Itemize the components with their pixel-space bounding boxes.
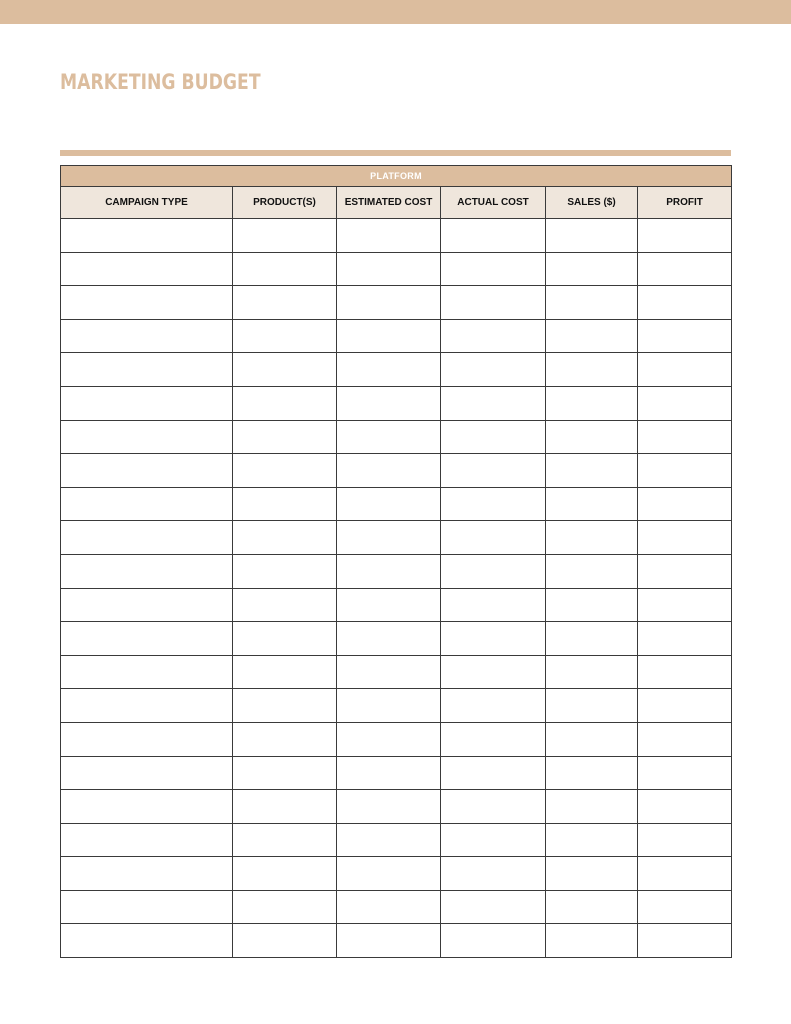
column-header-sales: SALES ($) — [546, 187, 638, 219]
actual-cost-cell[interactable] — [441, 420, 546, 454]
products-cell[interactable] — [233, 857, 337, 891]
campaign-type-cell[interactable] — [61, 689, 233, 723]
actual-cost-cell[interactable] — [441, 286, 546, 320]
estimated-cost-cell[interactable] — [337, 857, 441, 891]
sales-cell[interactable] — [546, 622, 638, 656]
estimated-cost-cell[interactable] — [337, 286, 441, 320]
estimated-cost-cell[interactable] — [337, 219, 441, 253]
estimated-cost-cell[interactable] — [337, 790, 441, 824]
table-row — [61, 890, 732, 924]
actual-cost-cell[interactable] — [441, 689, 546, 723]
column-header-products: PRODUCT(S) — [233, 187, 337, 219]
table-row — [61, 219, 732, 253]
profit-cell[interactable] — [638, 823, 732, 857]
table-row — [61, 622, 732, 656]
campaign-type-cell[interactable] — [61, 420, 233, 454]
profit-cell[interactable] — [638, 588, 732, 622]
campaign-type-cell[interactable] — [61, 521, 233, 555]
profit-cell[interactable] — [638, 487, 732, 521]
actual-cost-cell[interactable] — [441, 823, 546, 857]
actual-cost-cell[interactable] — [441, 790, 546, 824]
table-row — [61, 353, 732, 387]
campaign-type-cell[interactable] — [61, 588, 233, 622]
table-row — [61, 521, 732, 555]
products-cell[interactable] — [233, 554, 337, 588]
actual-cost-cell[interactable] — [441, 622, 546, 656]
products-cell[interactable] — [233, 823, 337, 857]
products-cell[interactable] — [233, 588, 337, 622]
actual-cost-cell[interactable] — [441, 252, 546, 286]
sales-cell[interactable] — [546, 722, 638, 756]
campaign-type-cell[interactable] — [61, 622, 233, 656]
actual-cost-cell[interactable] — [441, 454, 546, 488]
table-row — [61, 286, 732, 320]
estimated-cost-cell[interactable] — [337, 353, 441, 387]
campaign-type-cell[interactable] — [61, 454, 233, 488]
estimated-cost-cell[interactable] — [337, 521, 441, 555]
actual-cost-cell[interactable] — [441, 319, 546, 353]
actual-cost-cell[interactable] — [441, 554, 546, 588]
page-title: MARKETING BUDGET — [60, 70, 261, 94]
sales-cell[interactable] — [546, 588, 638, 622]
profit-cell[interactable] — [638, 554, 732, 588]
campaign-type-cell[interactable] — [61, 487, 233, 521]
profit-cell[interactable] — [638, 655, 732, 689]
profit-cell[interactable] — [638, 420, 732, 454]
table-row — [61, 386, 732, 420]
products-cell[interactable] — [233, 386, 337, 420]
sales-cell[interactable] — [546, 286, 638, 320]
products-cell[interactable] — [233, 353, 337, 387]
profit-cell[interactable] — [638, 353, 732, 387]
actual-cost-cell[interactable] — [441, 353, 546, 387]
sales-cell[interactable] — [546, 689, 638, 723]
estimated-cost-cell[interactable] — [337, 924, 441, 958]
column-header-estimated-cost: ESTIMATED COST — [337, 187, 441, 219]
estimated-cost-cell[interactable] — [337, 890, 441, 924]
profit-cell[interactable] — [638, 924, 732, 958]
table-row — [61, 823, 732, 857]
table-row — [61, 319, 732, 353]
estimated-cost-cell[interactable] — [337, 588, 441, 622]
column-header-row — [61, 187, 732, 219]
sales-cell[interactable] — [546, 454, 638, 488]
estimated-cost-cell[interactable] — [337, 319, 441, 353]
campaign-type-cell[interactable] — [61, 319, 233, 353]
title-divider — [60, 150, 731, 156]
table-row — [61, 924, 732, 958]
column-header-profit: PROFIT — [638, 187, 732, 219]
table-row — [61, 790, 732, 824]
sales-cell[interactable] — [546, 219, 638, 253]
campaign-type-cell[interactable] — [61, 790, 233, 824]
budget-table-body — [61, 219, 732, 958]
profit-cell[interactable] — [638, 689, 732, 723]
sales-cell[interactable] — [546, 420, 638, 454]
profit-cell[interactable] — [638, 790, 732, 824]
profit-cell[interactable] — [638, 319, 732, 353]
estimated-cost-cell[interactable] — [337, 823, 441, 857]
sales-cell[interactable] — [546, 386, 638, 420]
campaign-type-cell[interactable] — [61, 655, 233, 689]
column-header-campaign-type: CAMPAIGN TYPE — [61, 187, 233, 219]
table-row — [61, 487, 732, 521]
products-cell[interactable] — [233, 622, 337, 656]
campaign-type-cell[interactable] — [61, 286, 233, 320]
sales-cell[interactable] — [546, 521, 638, 555]
sales-cell[interactable] — [546, 252, 638, 286]
platform-header-row — [61, 166, 732, 187]
campaign-type-cell[interactable] — [61, 823, 233, 857]
products-cell[interactable] — [233, 487, 337, 521]
actual-cost-cell[interactable] — [441, 655, 546, 689]
profit-cell[interactable] — [638, 454, 732, 488]
column-header-actual-cost: ACTUAL COST — [441, 187, 546, 219]
actual-cost-cell[interactable] — [441, 386, 546, 420]
sales-cell[interactable] — [546, 890, 638, 924]
products-cell[interactable] — [233, 689, 337, 723]
campaign-type-cell[interactable] — [61, 857, 233, 891]
table-row — [61, 554, 732, 588]
profit-cell[interactable] — [638, 722, 732, 756]
campaign-type-cell[interactable] — [61, 722, 233, 756]
estimated-cost-cell[interactable] — [337, 487, 441, 521]
products-cell[interactable] — [233, 655, 337, 689]
actual-cost-cell[interactable] — [441, 487, 546, 521]
estimated-cost-cell[interactable] — [337, 689, 441, 723]
products-cell[interactable] — [233, 252, 337, 286]
products-cell[interactable] — [233, 521, 337, 555]
actual-cost-cell[interactable] — [441, 890, 546, 924]
products-cell[interactable] — [233, 722, 337, 756]
table-row — [61, 655, 732, 689]
profit-cell[interactable] — [638, 252, 732, 286]
products-cell[interactable] — [233, 420, 337, 454]
sales-cell[interactable] — [546, 823, 638, 857]
products-cell[interactable] — [233, 924, 337, 958]
platform-header: PLATFORM — [61, 166, 732, 187]
profit-cell[interactable] — [638, 857, 732, 891]
actual-cost-cell[interactable] — [441, 521, 546, 555]
sales-cell[interactable] — [546, 857, 638, 891]
sales-cell[interactable] — [546, 655, 638, 689]
estimated-cost-cell[interactable] — [337, 756, 441, 790]
estimated-cost-cell[interactable] — [337, 252, 441, 286]
profit-cell[interactable] — [638, 756, 732, 790]
table-row — [61, 689, 732, 723]
estimated-cost-cell[interactable] — [337, 554, 441, 588]
budget-table — [60, 165, 732, 958]
actual-cost-cell[interactable] — [441, 756, 546, 790]
campaign-type-cell[interactable] — [61, 756, 233, 790]
estimated-cost-cell[interactable] — [337, 622, 441, 656]
products-cell[interactable] — [233, 454, 337, 488]
campaign-type-cell[interactable] — [61, 219, 233, 253]
actual-cost-cell[interactable] — [441, 588, 546, 622]
table-row — [61, 756, 732, 790]
table-row — [61, 454, 732, 488]
profit-cell[interactable] — [638, 521, 732, 555]
estimated-cost-cell[interactable] — [337, 655, 441, 689]
profit-cell[interactable] — [638, 622, 732, 656]
table-row — [61, 588, 732, 622]
sales-cell[interactable] — [546, 487, 638, 521]
campaign-type-cell[interactable] — [61, 924, 233, 958]
sales-cell[interactable] — [546, 924, 638, 958]
actual-cost-cell[interactable] — [441, 219, 546, 253]
sales-cell[interactable] — [546, 554, 638, 588]
campaign-type-cell[interactable] — [61, 353, 233, 387]
campaign-type-cell[interactable] — [61, 554, 233, 588]
profit-cell[interactable] — [638, 386, 732, 420]
products-cell[interactable] — [233, 286, 337, 320]
products-cell[interactable] — [233, 319, 337, 353]
profit-cell[interactable] — [638, 286, 732, 320]
estimated-cost-cell[interactable] — [337, 454, 441, 488]
campaign-type-cell[interactable] — [61, 386, 233, 420]
sales-cell[interactable] — [546, 790, 638, 824]
campaign-type-cell[interactable] — [61, 252, 233, 286]
sales-cell[interactable] — [546, 353, 638, 387]
profit-cell[interactable] — [638, 890, 732, 924]
products-cell[interactable] — [233, 756, 337, 790]
campaign-type-cell[interactable] — [61, 890, 233, 924]
table-row — [61, 857, 732, 891]
products-cell[interactable] — [233, 890, 337, 924]
top-accent-band — [0, 0, 791, 24]
profit-cell[interactable] — [638, 219, 732, 253]
actual-cost-cell[interactable] — [441, 924, 546, 958]
products-cell[interactable] — [233, 219, 337, 253]
actual-cost-cell[interactable] — [441, 722, 546, 756]
estimated-cost-cell[interactable] — [337, 386, 441, 420]
table-row — [61, 252, 732, 286]
sales-cell[interactable] — [546, 756, 638, 790]
estimated-cost-cell[interactable] — [337, 420, 441, 454]
sales-cell[interactable] — [546, 319, 638, 353]
actual-cost-cell[interactable] — [441, 857, 546, 891]
table-row — [61, 722, 732, 756]
table-row — [61, 420, 732, 454]
estimated-cost-cell[interactable] — [337, 722, 441, 756]
products-cell[interactable] — [233, 790, 337, 824]
